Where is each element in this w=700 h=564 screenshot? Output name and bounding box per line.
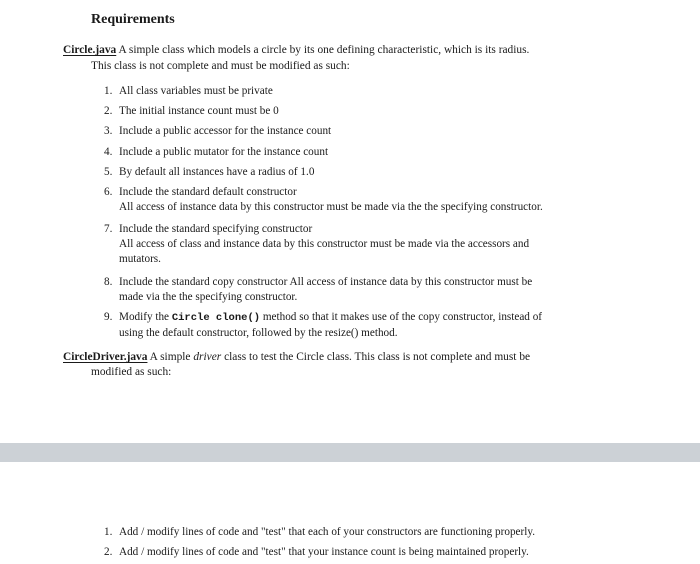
- circle-intro-line2: This class is not complete and must be modified as such:: [91, 60, 350, 72]
- list-item: 9. Modify the Circle clone() method so that it makes use of the copy constructor, instead of using the default constructor, followed by the resize() method.: [104, 311, 543, 339]
- list-item: 8. Include the standard copy constructor All access of instance data by this constructor must be made via the the specifying constructor.: [104, 276, 533, 303]
- circle-filename: Circle.java: [63, 44, 117, 56]
- driver-emphasis: driver: [193, 351, 222, 363]
- list-item: 2. Add / modify lines of code and "test" that your instance count is being maintained properly.: [104, 546, 529, 558]
- page-heading: Requirements: [91, 12, 175, 27]
- inline-code: Circle clone(): [171, 312, 261, 324]
- list-item: 1. Add / modify lines of code and "test" that each of your constructors are functioning properly.: [104, 526, 536, 538]
- list-item: 1. All class variables must be private: [104, 85, 273, 97]
- list-item: 6. Include the standard default constructor All access of instance data by this constructor must be made via the the specifying constructor.: [104, 186, 543, 213]
- circle-intro-line1: [63, 43, 529, 58]
- list-item: 5. By default all instances have a radius of 1.0: [104, 166, 315, 178]
- driver-filename: CircleDriver.java: [63, 351, 148, 363]
- list-item: 3. Include a public accessor for the instance count: [104, 125, 332, 137]
- list-item: 2. The initial instance count must be 0: [104, 105, 279, 117]
- section-divider: [0, 443, 700, 462]
- list-item: 7. Include the standard specifying constructor All access of class and instance data by this constructor must be made via the accessors and mutators.: [104, 223, 530, 265]
- driver-intro-line1: CircleDriver.java A simple driver class to test the Circle class. This class is not complete and must be: [63, 351, 531, 363]
- list-item: 4. Include a public mutator for the instance count: [104, 146, 329, 158]
- circle-intro-text: A simple class which models a circle by its one defining characteristic, which is its radius.: [118, 44, 530, 56]
- driver-intro-line2: modified as such:: [91, 366, 172, 378]
